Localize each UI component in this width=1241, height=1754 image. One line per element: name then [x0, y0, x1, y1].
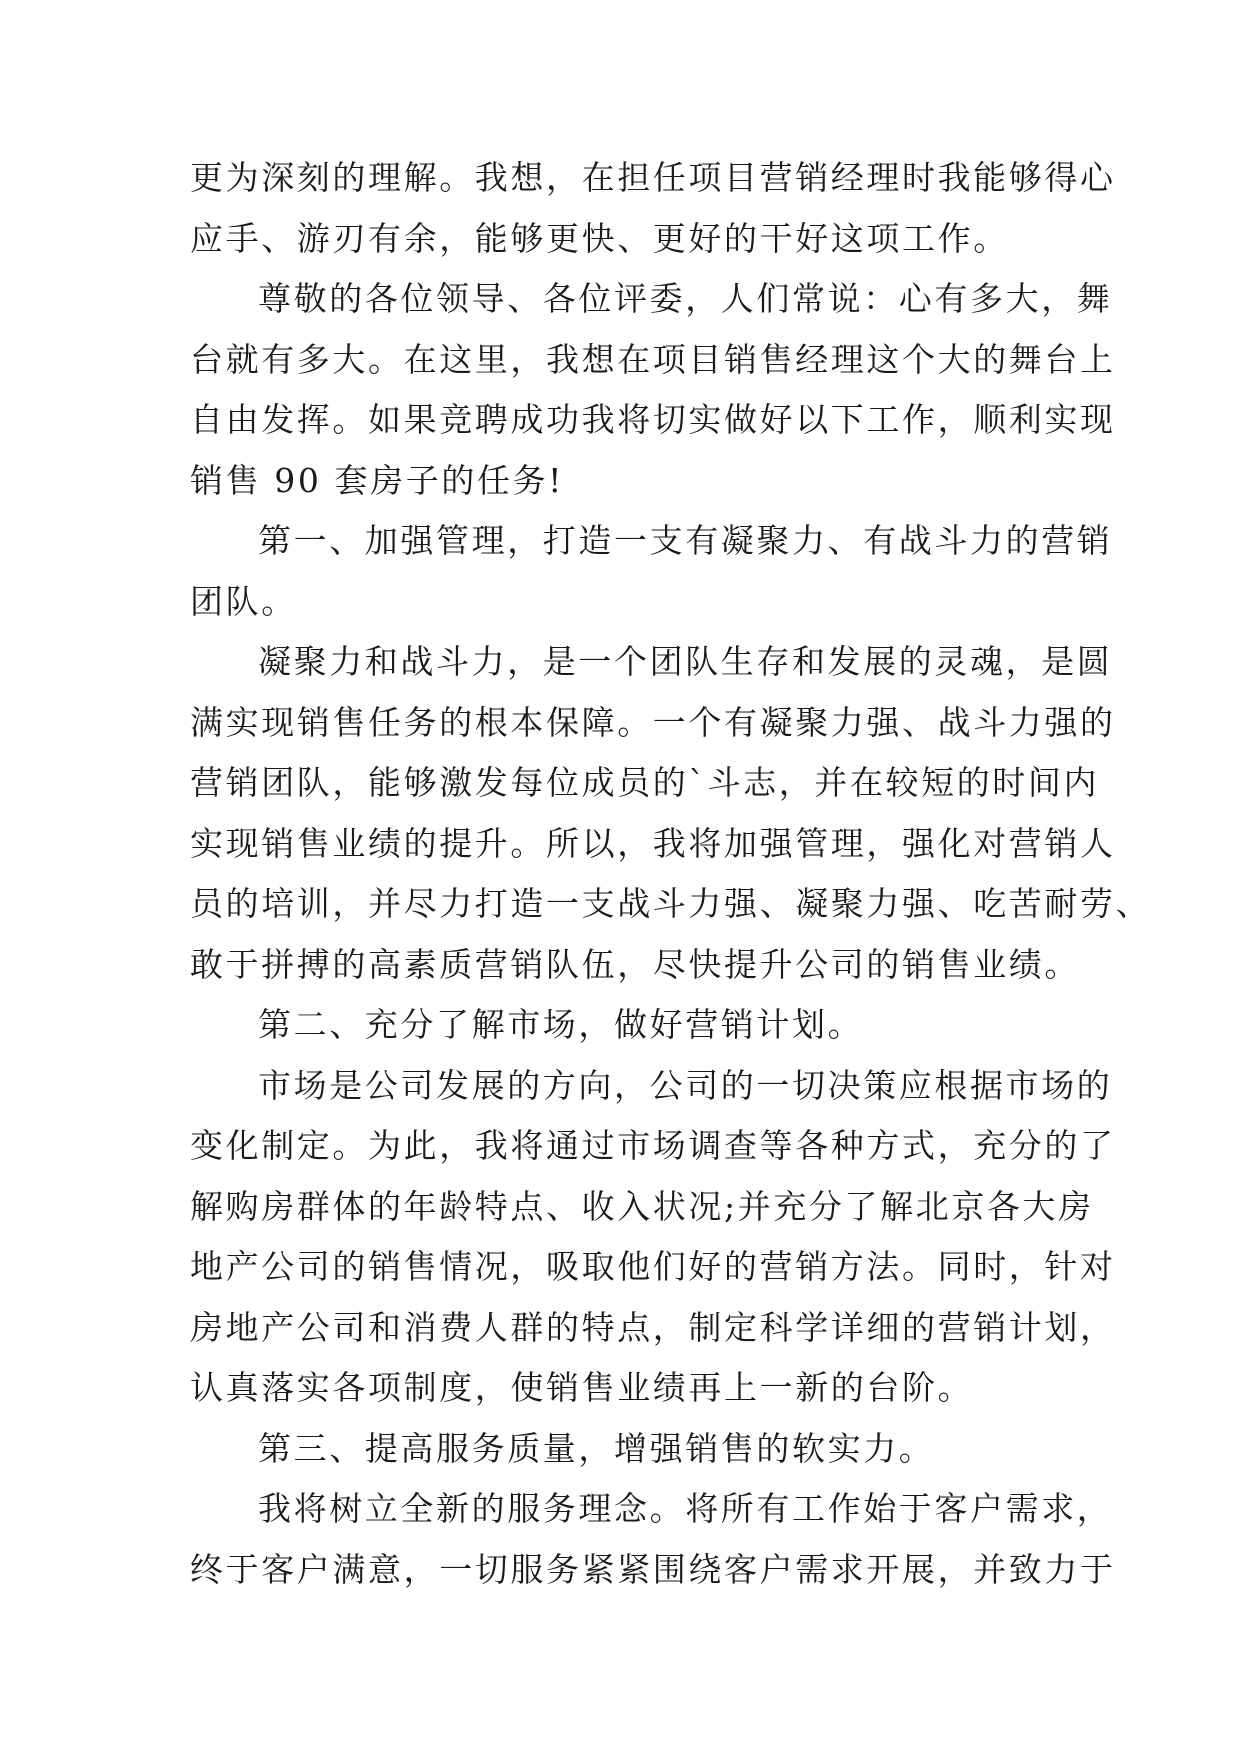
text-line: 尊敬的各位领导、各位评委，人们常说：心有多大，舞 [258, 279, 1113, 318]
text-line: 市场是公司发展的方向，公司的一切决策应根据市场的 [258, 1065, 1113, 1105]
body-text [190, 148, 1152, 1600]
text-line: 实现销售业绩的提升。所以，我将加强管理，强化对营销人 [190, 823, 1116, 863]
text-line: 应手、游刃有余，能够更快、更好的干好这项工作。 [190, 218, 1009, 258]
text-line: 营销团队，能够激发每位成员的`斗志，并在较短的时间内 [190, 763, 1100, 802]
text-line: 满实现销售任务的根本保障。一个有凝聚力强、战斗力强的 [190, 702, 1116, 742]
text-line: 终于客户满意，一切服务紧紧围绕客户需求开展，并致力于 [190, 1549, 1116, 1589]
text-line: 解购房群体的年龄特点、收入状况;并充分了解北京各大房 [190, 1186, 1094, 1226]
text-line: 敢于拼搏的高素质营销队伍，尽快提升公司的销售业绩。 [190, 944, 1080, 984]
text-line: 我将树立全新的服务理念。将所有工作始于客户需求， [258, 1489, 1113, 1528]
text-line: 第一、加强管理，打造一支有凝聚力、有战斗力的营销 [258, 521, 1113, 560]
text-line: 员的培训，并尽力打造一支战斗力强、凝聚力强、吃苦耐劳、 [190, 884, 1152, 923]
text-line: 更为深刻的理解。我想，在担任项目营销经理时我能够得心 [190, 158, 1116, 197]
text-line: 销售 90 套房子的任务! [190, 460, 565, 500]
text-line: 台就有多大。在这里，我想在项目销售经理这个大的舞台上 [190, 339, 1116, 379]
text-line: 凝聚力和战斗力，是一个团队生存和发展的灵魂，是圆 [258, 642, 1113, 681]
text-line: 第三、提高服务质量，增强销售的软实力。 [258, 1428, 935, 1468]
text-line: 团队。 [190, 581, 297, 621]
text-line: 认真落实各项制度，使销售业绩再上一新的台阶。 [190, 1368, 974, 1407]
text-line: 自由发挥。如果竞聘成功我将切实做好以下工作，顺利实现 [190, 400, 1116, 439]
text-line: 房地产公司和消费人群的特点，制定科学详细的营销计划， [190, 1307, 1116, 1347]
text-line: 变化制定。为此，我将通过市场调查等各种方式，充分的了 [190, 1126, 1116, 1165]
text-line: 第二、充分了解市场，做好营销计划。 [258, 1005, 864, 1044]
text-line: 地产公司的销售情况，吸取他们好的营销方法。同时，针对 [190, 1247, 1116, 1286]
